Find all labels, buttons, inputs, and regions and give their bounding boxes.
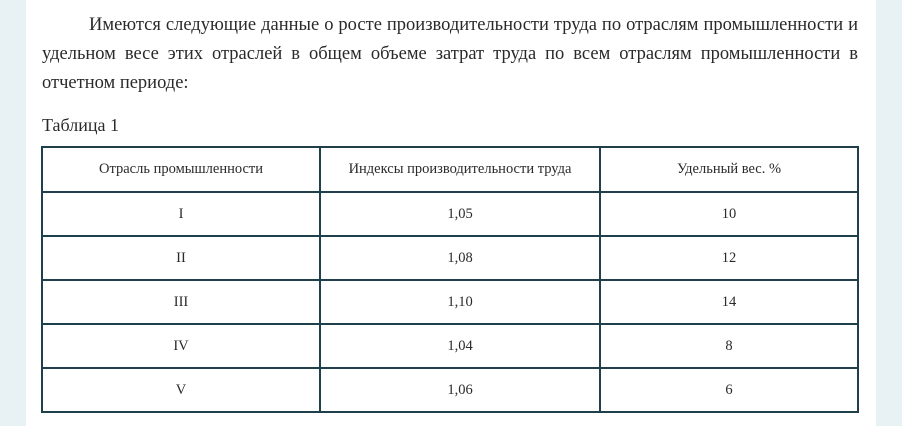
table-header-row: [42, 147, 858, 192]
cell-industry: I: [42, 192, 320, 236]
cell-share: 12: [600, 236, 858, 280]
cell-productivity-index: 1,08: [320, 236, 600, 280]
column-header-share: Удельный вес. %: [600, 147, 858, 192]
cell-share: 6: [600, 368, 858, 412]
cell-productivity-index: 1,06: [320, 368, 600, 412]
cell-productivity-index: 1,10: [320, 280, 600, 324]
table-row: [42, 280, 858, 324]
cell-industry: IV: [42, 324, 320, 368]
table-row: [42, 368, 858, 412]
cell-industry: V: [42, 368, 320, 412]
table-row: [42, 324, 858, 368]
table-row: [42, 192, 858, 236]
cell-industry: II: [42, 236, 320, 280]
column-header-industry: Отрасль промышленности: [42, 147, 320, 192]
cell-share: 10: [600, 192, 858, 236]
cell-share: 14: [600, 280, 858, 324]
table-caption: Таблица 1: [42, 115, 119, 135]
cell-industry: III: [42, 280, 320, 324]
cell-productivity-index: 1,05: [320, 192, 600, 236]
cell-productivity-index: 1,04: [320, 324, 600, 368]
intro-paragraph: Имеются следующие данные о росте производительности труда по отраслям промышленности и удельном весе этих отраслей в общем объеме затрат труда по всем отраслям промышленности в отчетном периоде:: [42, 15, 858, 93]
column-header-productivity-index: Индексы производительности труда: [320, 147, 600, 192]
table-row: [42, 236, 858, 280]
cell-share: 8: [600, 324, 858, 368]
data-table: [41, 146, 859, 413]
document-page: [26, 0, 876, 426]
